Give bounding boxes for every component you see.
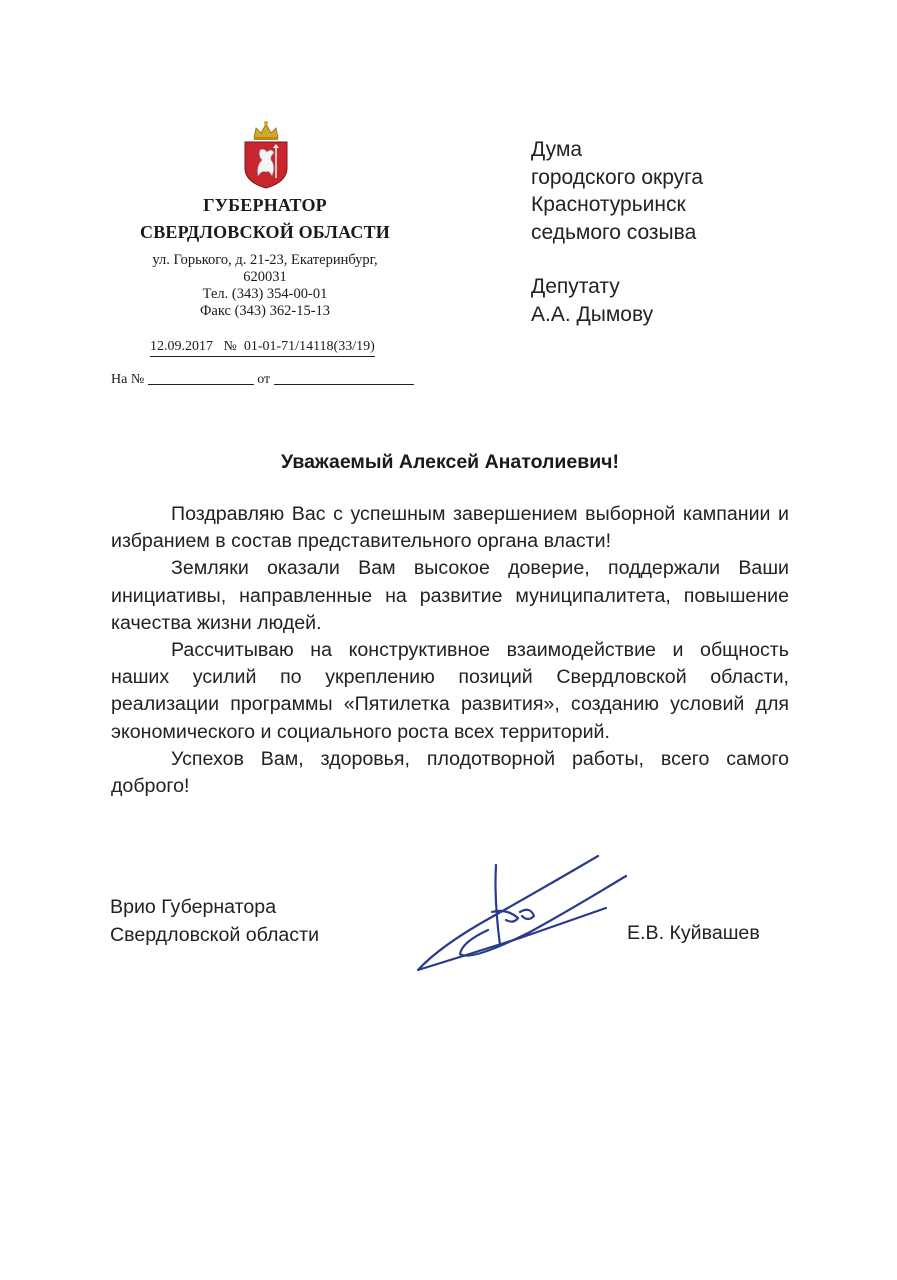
- reference-line: [111, 372, 414, 388]
- salutation: Уважаемый Алексей Анатолиевич!: [280, 451, 620, 473]
- addressee-line: Дума: [531, 138, 583, 161]
- ref-number-blank: [148, 384, 254, 385]
- organization-name: [110, 192, 420, 246]
- signatory-position: Врио Губернатора: [110, 896, 277, 918]
- ref-number-label: На №: [111, 372, 145, 387]
- org-title: ГУБЕРНАТОР: [203, 195, 327, 215]
- coat-of-arms-icon: [242, 118, 290, 190]
- fax-number: Факс (343) 362-15-13: [199, 303, 331, 319]
- signatory-name: Е.В. Куйвашев: [627, 922, 760, 944]
- body-paragraph: Поздравляю Вас с успешным завершением выборной кампании и избранием в состав представительного органа власти!: [111, 503, 789, 553]
- address-street: ул. Горького, д. 21-23, Екатеринбург,: [152, 252, 378, 268]
- signatory-title: [110, 894, 319, 949]
- letter-body: [111, 501, 789, 800]
- handwritten-signature-icon: [410, 850, 635, 980]
- addressee-line: городского округа: [531, 165, 704, 189]
- sender-address: [110, 252, 420, 320]
- body-paragraph: Рассчитываю на конструктивное взаимодействие и общность наших усилий по укреплению позиций Свердловской области, реализации программы «Пятилетка развития», созданию условий для экономического и социального роста всех территорий.: [111, 639, 789, 743]
- body-paragraph: Успехов Вам, здоровья, плодотворной работы, всего самого доброго!: [111, 747, 789, 798]
- addressee-name: А.А. Дымову: [531, 302, 654, 326]
- addressee-spacer: [531, 246, 871, 273]
- org-region: СВЕРДЛОВСКОЙ ОБЛАСТИ: [140, 222, 390, 242]
- body-paragraph: Земляки оказали Вам высокое доверие, поддержали Ваши инициативы, направленные на развитие муниципалитета, повышение качества жизни людей.: [111, 557, 789, 634]
- ref-date-label: от: [257, 372, 271, 387]
- addressee-block: [531, 136, 871, 328]
- signatory-region: Свердловской области: [110, 923, 320, 946]
- addressee-line: Краснотурьинск: [531, 193, 686, 216]
- addressee-line: седьмого созыва: [531, 220, 697, 244]
- registration-number: 12.09.2017 № 01-01-71/14118(33/19): [150, 339, 375, 357]
- ref-date-blank: [274, 384, 414, 385]
- address-postcode: 620031: [243, 269, 287, 285]
- addressee-position: Депутату: [531, 275, 620, 298]
- phone-number: Тел. (343) 354-00-01: [202, 286, 328, 302]
